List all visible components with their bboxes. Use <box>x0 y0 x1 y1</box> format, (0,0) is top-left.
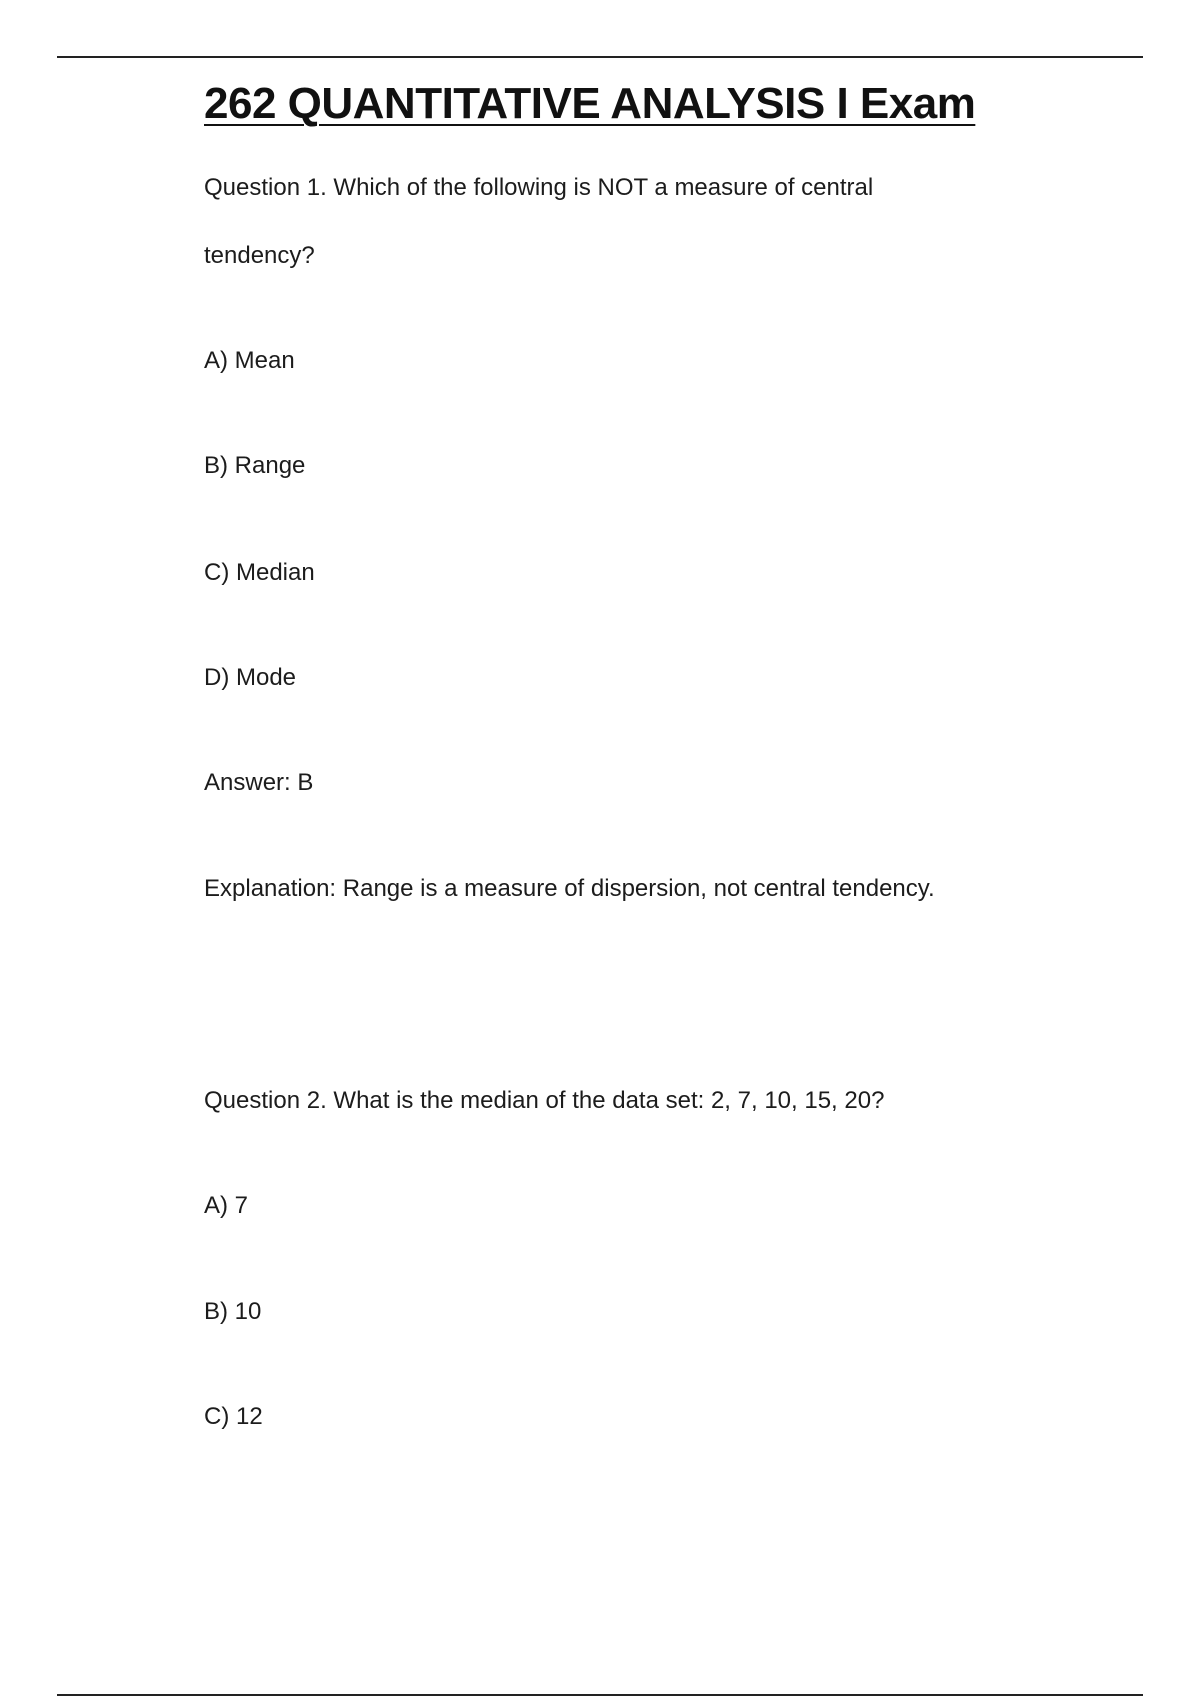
question-2-option-b: B) 10 <box>204 1298 262 1325</box>
question-1-option-a: A) Mean <box>204 347 295 374</box>
question-1-answer: Answer: B <box>204 769 314 796</box>
question-2-option-c: C) 12 <box>204 1403 263 1430</box>
question-1-text-line-1: Question 1. Which of the following is NOT a measure of central <box>204 174 874 201</box>
bottom-divider <box>57 1694 1143 1696</box>
question-1-option-b: B) Range <box>204 452 306 479</box>
question-1-explanation: Explanation: Range is a measure of dispersion, not central tendency. <box>204 875 935 902</box>
question-2-option-a: A) 7 <box>204 1192 249 1219</box>
question-2-text: Question 2. What is the median of the data set: 2, 7, 10, 15, 20? <box>204 1087 885 1114</box>
top-divider <box>57 56 1143 58</box>
question-1-option-c: C) Median <box>204 559 315 586</box>
page-title: 262 QUANTITATIVE ANALYSIS I Exam <box>204 79 976 128</box>
question-1-text-line-2: tendency? <box>204 242 315 269</box>
question-1-option-d: D) Mode <box>204 664 297 691</box>
